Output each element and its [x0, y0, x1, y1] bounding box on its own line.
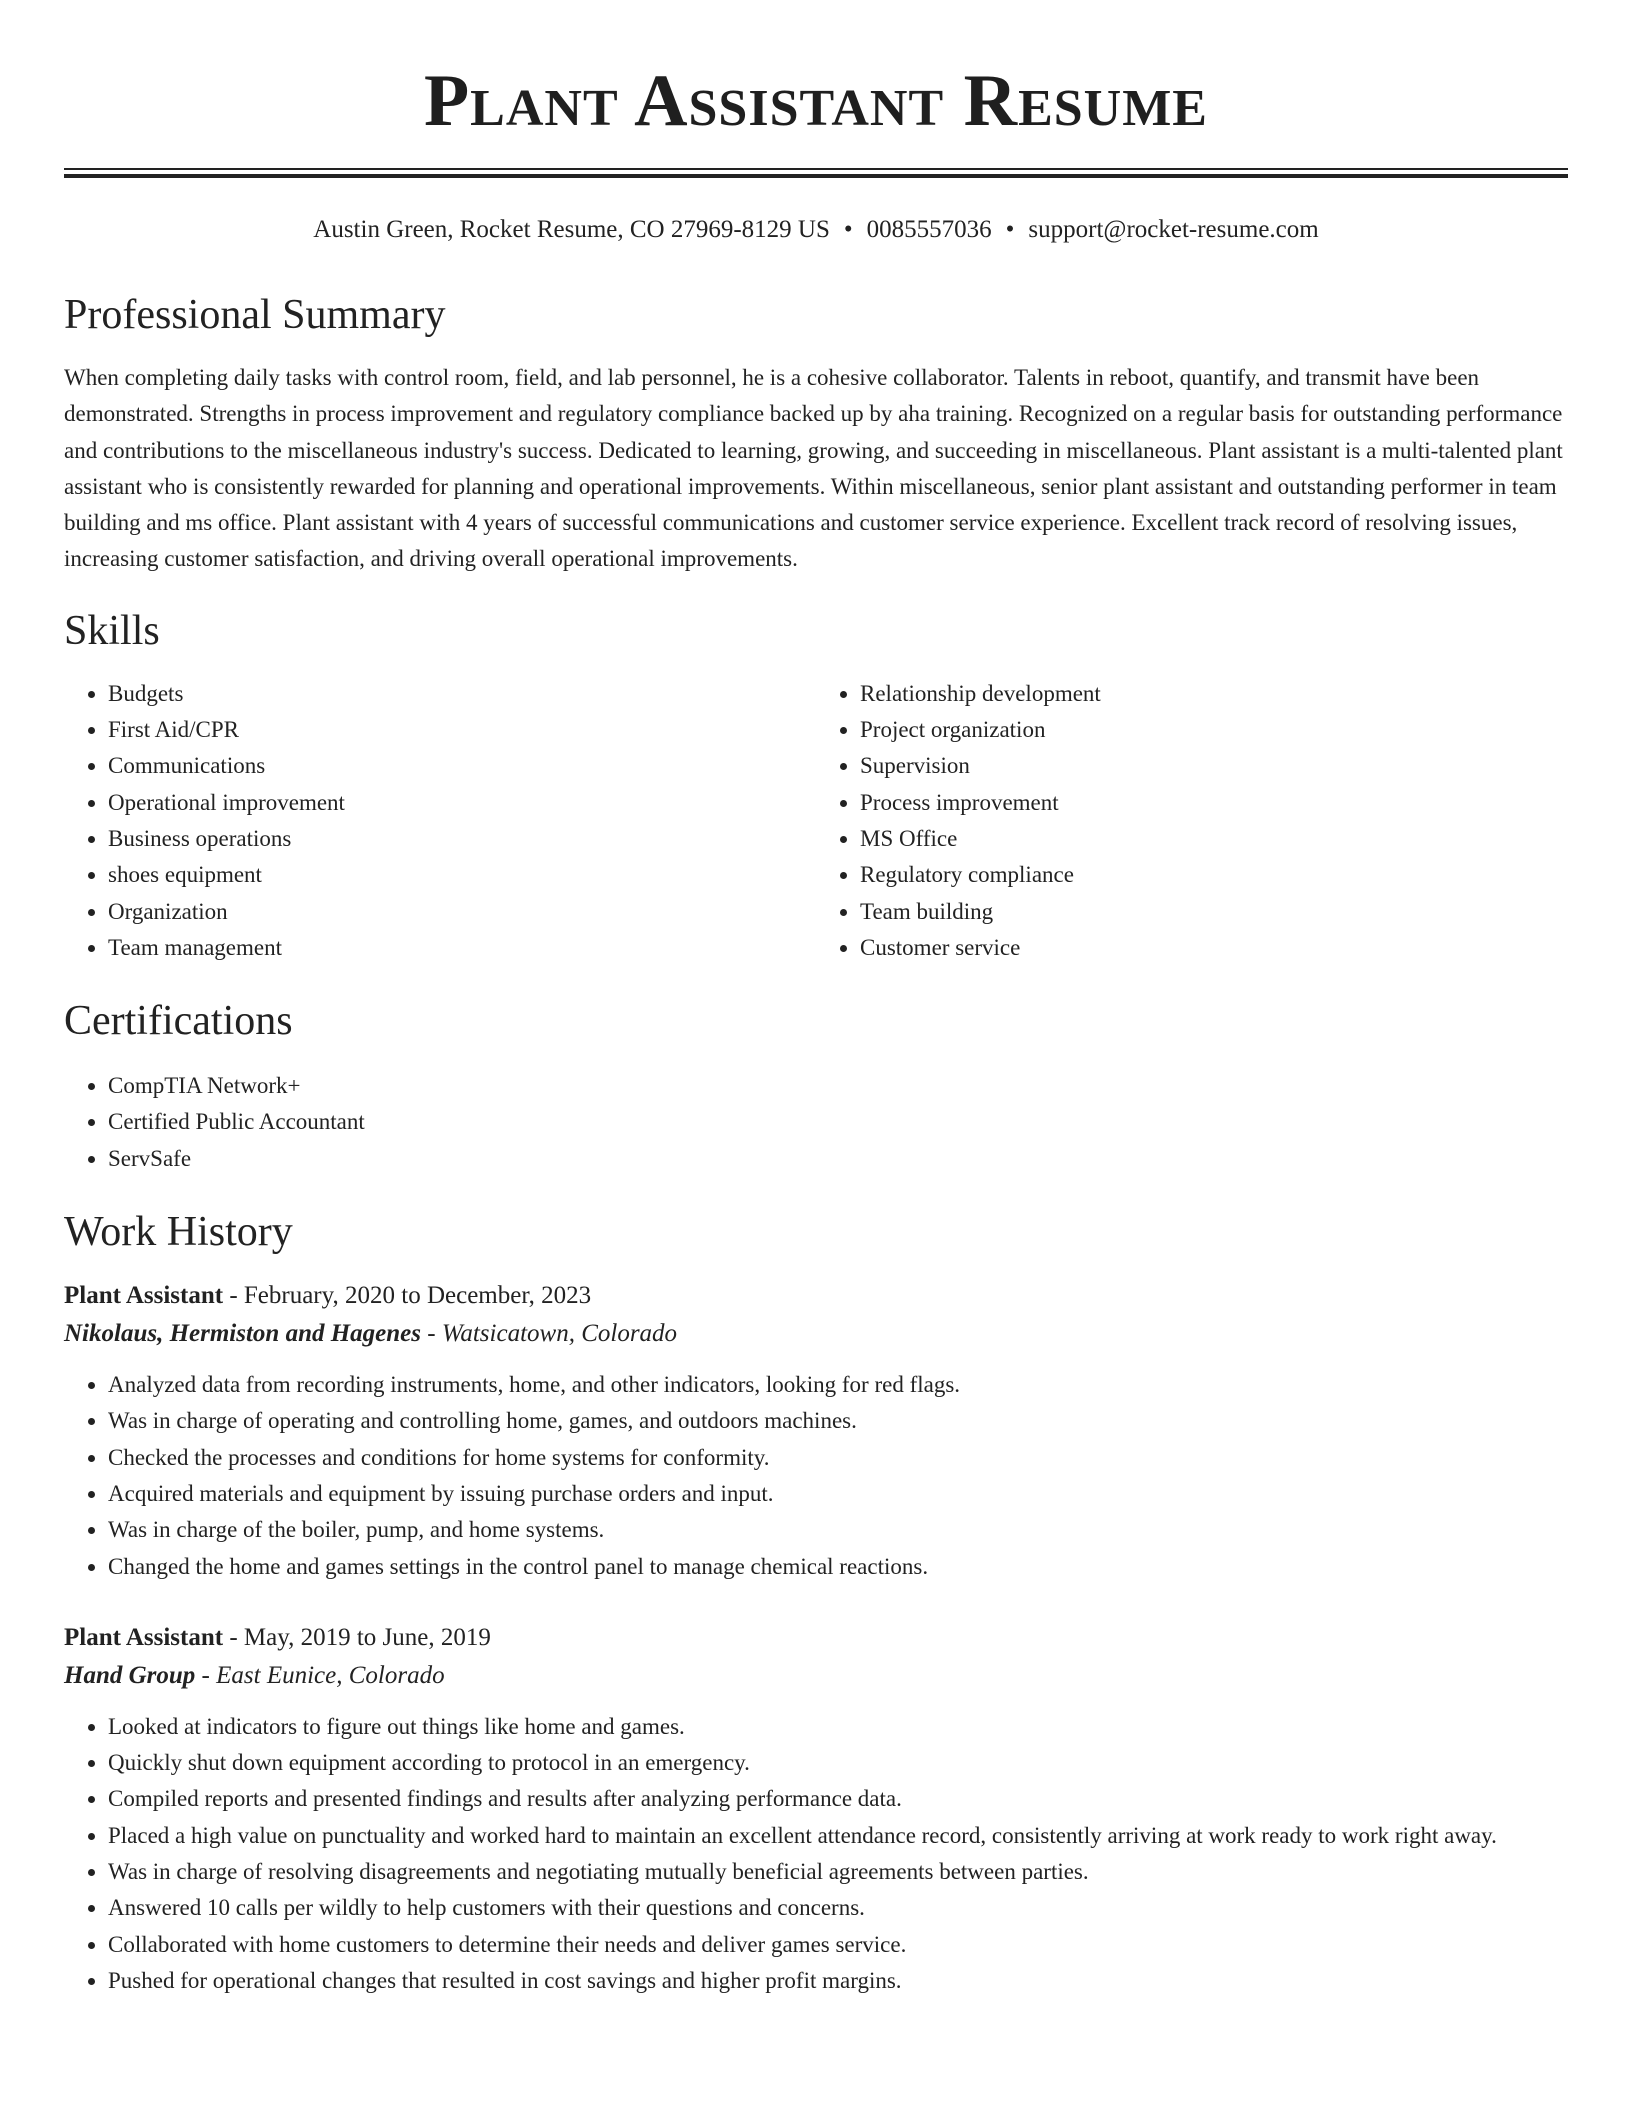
skill-item: • Relationship development	[860, 676, 1568, 712]
skill-item: • Operational improvement	[108, 785, 816, 821]
job-bullet: • Placed a high value on punctuality and worked hard to maintain an excellent attendance record, consistently arriving at work ready to work right away.	[108, 1818, 1568, 1854]
skill-item: • shoes equipment	[108, 857, 816, 893]
contact-separator: •	[1005, 216, 1015, 243]
skill-item: • Regulatory compliance	[860, 857, 1568, 893]
job-role: Plant Assistant	[64, 1623, 224, 1651]
skills-list-left	[64, 676, 816, 966]
job-title-line	[64, 1277, 1568, 1315]
skill-item: • MS Office	[860, 821, 1568, 857]
job-bullet: • Was in charge of resolving disagreements and negotiating mutually beneficial agreements between parties.	[108, 1854, 1568, 1890]
page-title: Plant Assistant Resume	[423, 60, 1208, 142]
job-bullets	[64, 1367, 1568, 1585]
job-bullet: • Analyzed data from recording instruments, home, and other indicators, looking for red flags.	[108, 1367, 1568, 1403]
certification-item: • Certified Public Accountant	[108, 1104, 1568, 1140]
summary-text: When completing daily tasks with control room, field, and lab personnel, he is a cohesive collaborator. Talents in reboot, quantify, and transmit have been demonstrated. Strengths in process improvement and regulatory compliance backed up by aha training. Recognized on a regular basis for outstanding performance and contributions to the miscellaneous industry's success. Dedicated to learning, growing, and succeeding in miscellaneous. Plant assistant is a multi-talented plant assistant who is consistently rewarded for planning and operational improvements. Within miscellaneous, senior plant assistant and outstanding performer in team building and ms office. Plant assistant with 4 years of successful communications and customer service experience. Excellent track record of resolving issues, increasing customer satisfaction, and driving overall operational improvements.	[64, 365, 1563, 572]
job-bullet: • Looked at indicators to figure out things like home and games.	[108, 1709, 1568, 1745]
contact-phone: 0085557036	[866, 216, 992, 243]
job-role: Plant Assistant	[64, 1282, 224, 1310]
professional-summary-section	[64, 290, 1568, 578]
certifications-section	[64, 996, 1568, 1177]
skill-item: • Supervision	[860, 748, 1568, 784]
job-dates: - February, 2020 to December, 2023	[223, 1282, 592, 1310]
job-dates: - May, 2019 to June, 2019	[223, 1623, 491, 1651]
skill-item: • Communications	[108, 748, 816, 784]
job-bullet: • Was in charge of the boiler, pump, and home systems.	[108, 1512, 1568, 1548]
contact-email: support@rocket-resume.com	[1028, 216, 1319, 243]
job-location: - East Eunice, Colorado	[195, 1661, 445, 1689]
work-history-section	[64, 1207, 1568, 1999]
job-bullet: • Quickly shut down equipment according to protocol in an emergency.	[108, 1745, 1568, 1781]
contact-line	[64, 214, 1568, 246]
job-title-line	[64, 1619, 1568, 1657]
job-entry	[64, 1277, 1568, 1585]
job-location: - Watsicatown, Colorado	[421, 1320, 678, 1348]
title-double-rule	[64, 168, 1568, 178]
certification-item: • CompTIA Network+	[108, 1068, 1568, 1104]
skill-item: • Budgets	[108, 676, 816, 712]
job-bullet: • Changed the home and games settings in the control panel to manage chemical reactions.	[108, 1549, 1568, 1585]
job-bullet: • Compiled reports and presented findings and results after analyzing performance data.	[108, 1781, 1568, 1817]
contact-address: Austin Green, Rocket Resume, CO 27969-8129 US	[313, 216, 830, 243]
job-bullet: • Was in charge of operating and controlling home, games, and outdoors machines.	[108, 1403, 1568, 1439]
job-company: Nikolaus, Hermiston and Hagenes	[64, 1320, 421, 1348]
skills-list-right	[816, 676, 1568, 966]
job-entry	[64, 1619, 1568, 1999]
skill-item: • Organization	[108, 894, 816, 930]
skill-item: • First Aid/CPR	[108, 712, 816, 748]
skill-item: • Process improvement	[860, 785, 1568, 821]
job-company-line	[64, 1657, 1568, 1695]
job-bullet: • Answered 10 calls per wildly to help customers with their questions and concerns.	[108, 1890, 1568, 1926]
job-bullets	[64, 1709, 1568, 1999]
certification-item: • ServSafe	[108, 1141, 1568, 1177]
job-bullet: • Checked the processes and conditions for home systems for conformity.	[108, 1440, 1568, 1476]
skill-item: • Team management	[108, 930, 816, 966]
skills-grid	[64, 676, 1568, 966]
job-bullet: • Collaborated with home customers to determine their needs and deliver games service.	[108, 1927, 1568, 1963]
job-bullet: • Pushed for operational changes that resulted in cost savings and higher profit margins.	[108, 1963, 1568, 1999]
skill-item: • Team building	[860, 894, 1568, 930]
contact-separator: •	[843, 216, 853, 243]
skill-item: • Customer service	[860, 930, 1568, 966]
skill-item: • Project organization	[860, 712, 1568, 748]
section-heading-work-history: Work History	[64, 1209, 293, 1256]
job-company-line	[64, 1315, 1568, 1353]
section-heading-summary: Professional Summary	[64, 292, 446, 338]
section-heading-certifications: Certifications	[64, 998, 293, 1045]
job-company: Hand Group	[64, 1661, 196, 1689]
certifications-list	[64, 1068, 1568, 1177]
skill-item: • Business operations	[108, 821, 816, 857]
job-bullet: • Acquired materials and equipment by issuing purchase orders and input.	[108, 1476, 1568, 1512]
skills-section	[64, 606, 1568, 966]
section-heading-skills: Skills	[64, 607, 160, 654]
